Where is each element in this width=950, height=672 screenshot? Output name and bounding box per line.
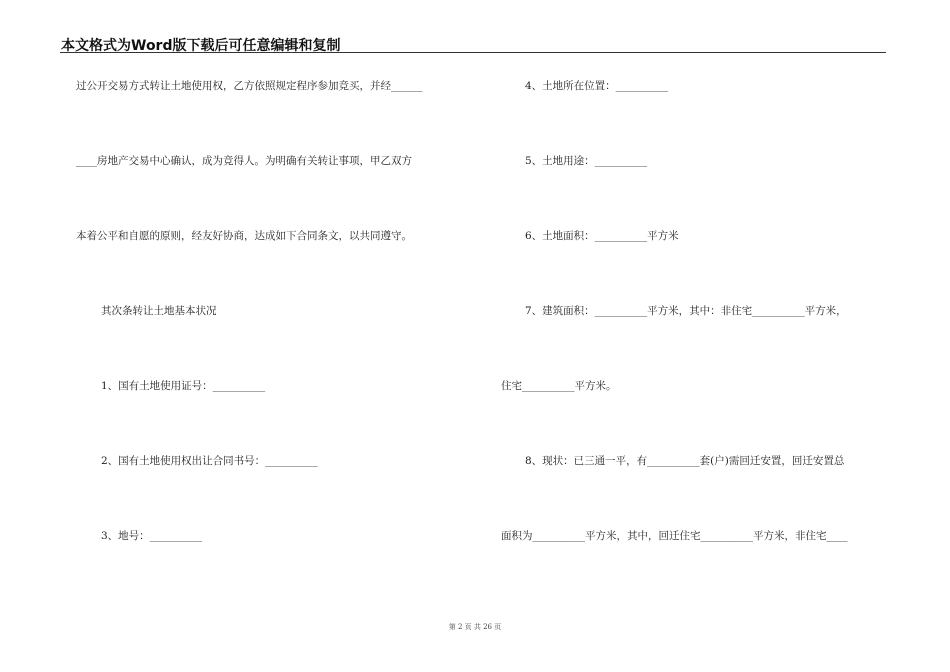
document-header-title: 本文格式为Word版下载后可任意编辑和复制 xyxy=(61,38,341,54)
left-line-1: 过公开交易方式转让土地使用权，乙方依照规定程序参加竞买，并经______ xyxy=(76,80,423,92)
right-item-7-continued: 住宅__________平方米。 xyxy=(501,380,617,392)
left-line-2: ____房地产交易中心确认，成为竞得人。为明确有关转让事项，甲乙双方 xyxy=(76,155,412,167)
page-indicator: 第 2 页 共 26 页 xyxy=(448,623,502,631)
left-section-heading: 其次条转让土地基本状况 xyxy=(101,305,217,317)
left-item-3: 3、地号：__________ xyxy=(101,530,203,542)
right-item-8-continued: 面积为__________平方米，其中，回迁住宅__________平方米，非住宅____ xyxy=(501,530,848,542)
right-item-6: 6、土地面积：__________平方米 xyxy=(525,230,679,242)
left-line-3: 本着公平和自愿的原则，经友好协商，达成如下合同条文，以共同遵守。 xyxy=(76,230,412,242)
right-item-7: 7、建筑面积：__________平方米，其中：非住宅__________平方米， xyxy=(525,305,847,317)
right-item-4: 4、土地所在位置：__________ xyxy=(525,80,669,92)
right-item-5: 5、土地用途：__________ xyxy=(525,155,648,167)
right-item-8: 8、现状：已三通一平，有__________套(户)需回迁安置，回迁安置总 xyxy=(525,455,845,467)
left-item-1: 1、国有土地使用证号：__________ xyxy=(101,380,266,392)
header-divider xyxy=(60,52,886,53)
left-item-2: 2、国有土地使用权出让合同书号：__________ xyxy=(101,455,318,467)
